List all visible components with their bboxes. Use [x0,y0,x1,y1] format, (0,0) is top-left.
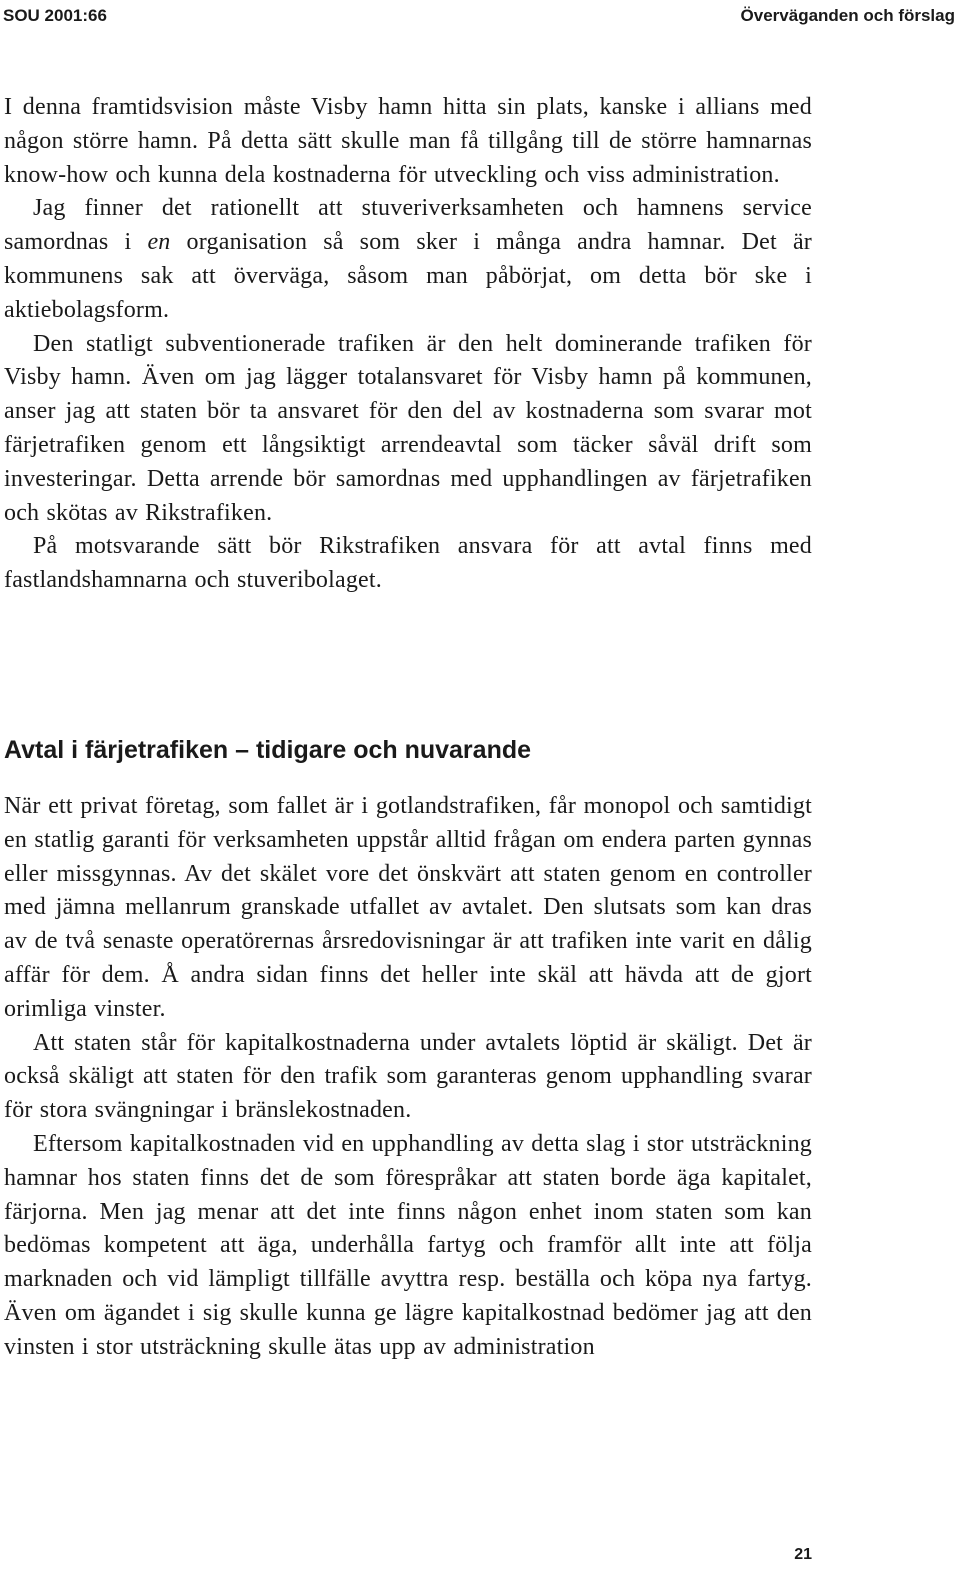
paragraph: I denna framtidsvision måste Visby hamn hitta sin plats, kanske i allians med någon större hamn. På detta sätt skulle man få tillgång till de större hamnarnas know-how och kunna dela kostnaderna för utveckling och viss administration. [4,94,812,188]
paragraph: Att staten står för kapitalkostnaderna under avtalets löptid är skäligt. Det är också skäligt att staten för den trafik som garanteras genom upphandling svarar för stora svängningar i bränslekostnaden. [4,1029,812,1124]
paragraph-text: Jag finner det rationellt att stuveriverksamheten och hamnens service samordnas i [4,195,812,256]
running-header [3,4,955,28]
paragraph-text: organisation så som sker i många andra hamnar. Det är kommunens sak att överväga, såsom man påbörjat, om detta bör ske i aktiebolagsform. [4,229,812,323]
section-ferry-agreements [4,790,812,1365]
paragraph: Den statligt subventionerade trafiken är den helt dominerande trafiken för Visby hamn. Även om jag lägger totalansvaret för Visby hamn på kommunen, anser jag att staten bör ta ansvaret för den del av kostnaderna som svarar mot färjetrafiken genom ett långsiktigt arrendeavtal som täcker såväl drift som investeringar. Detta arrende bör samordnas med upphandlingen av färjetrafiken och skötas av Rikstrafiken. [4,330,812,526]
chapter-title: Överväganden och förslag [740,6,955,25]
emphasis-text: en [147,229,171,256]
paragraph: Eftersom kapitalkostnaden vid en upphandling av detta slag i stor utsträckning hamnar hos staten finns det de som förespråkar att staten borde äga kapitalet, färjorna. Men jag menar att det inte finns någon enhet inom staten som kan bedömas kompetent att äga, underhålla fartyg och framför allt inte att följa marknaden och vid lämpligt tillfälle avyttra resp. beställa och köpa nya fartyg. Även om ägandet i sig skulle kunna ge lägre kapitalkostnad bedömer jag att den vinsten i stor utsträckning skulle ätas upp av administration [4,1130,812,1360]
page-number: 21 [794,1546,812,1563]
document-id: SOU 2001:66 [3,6,107,25]
section-heading: Avtal i färjetrafiken – tidigare och nuvarande [4,736,532,764]
section-vision [4,91,812,598]
paragraph: På motsvarande sätt bör Rikstrafiken ansvara för att avtal finns med fastlandshamnarna och stuveribolaget. [4,533,812,594]
paragraph [4,192,812,327]
paragraph: När ett privat företag, som fallet är i gotlandstrafiken, får monopol och samtidigt en statlig garanti för verksamheten uppstår alltid frågan om endera parten gynnas eller missgynnas. Av det skälet vore det önskvärt att staten genom en controller med jämna mellanrum granskade utfallet av avtalet. Den slutsats som kan dras av de två senaste operatörernas årsredovisningar är att trafiken inte varit en dålig affär för dem. Å andra sidan finns det heller inte skäl att hävda att de gjort orimliga vinster. [4,793,812,1022]
